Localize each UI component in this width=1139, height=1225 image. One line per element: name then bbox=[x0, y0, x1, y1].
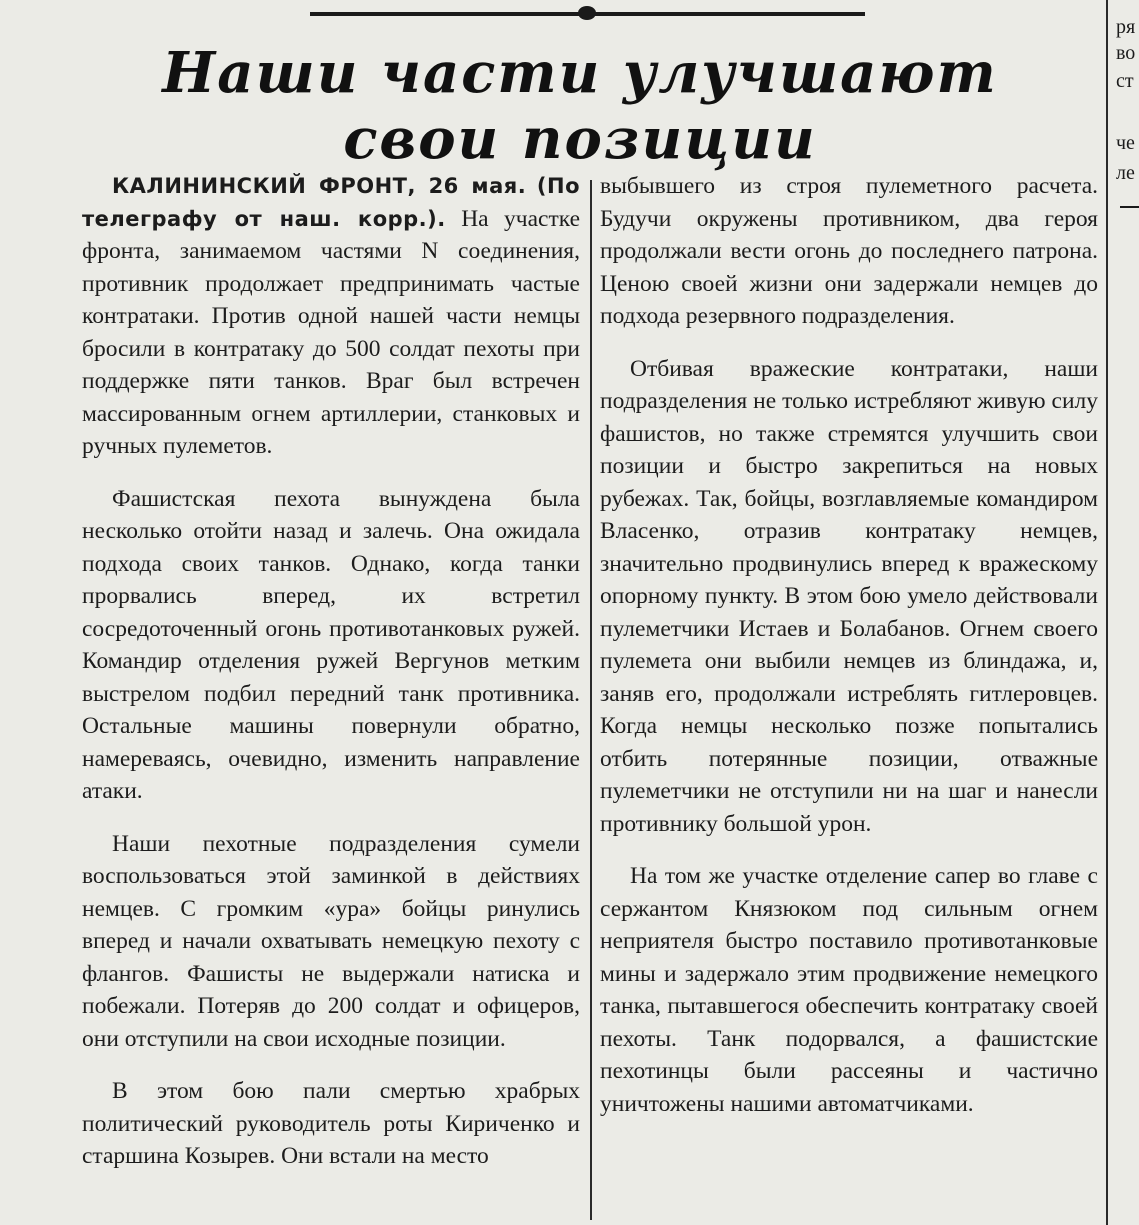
article-paragraph-3: Наши пехотные подразделения сумели воспользоваться этой заминкой в действиях немцев. С громким «ура» бойцы ринулись вперед и начали охватывать немецкую пехоту с флангов. Фашисты не выдержали натиска и побежали. Потеряв до 200 солдат и офицеров, они отступили на свои исходные позиции. bbox=[82, 830, 580, 1052]
article-paragraph-4: В этом бою пали смертью храбрых политический руководитель роты Кириченко и старшина Козырев. Они встали на место bbox=[82, 1078, 580, 1169]
article-source: (По телеграфу от наш. корр.). bbox=[82, 174, 580, 231]
adjacent-article-fragment: ря bbox=[1116, 16, 1136, 38]
article-paragraph-1-text: На участке фронта, занимаемом частями N соединения, противник продолжает предпринимать частые контратаки. Против одной нашей части немцы бросили в контратаку до 500 солдат пехоты при поддержке пяти танков. Враг был встречен массированным огнем артиллерии, станковых и ручных пулеметов. bbox=[82, 205, 580, 459]
adjacent-article-rule bbox=[1120, 206, 1139, 208]
adjacent-article-fragment: во bbox=[1116, 42, 1136, 64]
header-ornament-diamond bbox=[578, 6, 596, 20]
article-column-right bbox=[600, 170, 1098, 1140]
headline-line-2: свои позиции bbox=[343, 106, 817, 172]
article-paragraph-2: Фашистская пехота вынуждена была несколько отойти назад и залечь. Она ожидала подхода своих танков. Однако, когда танки прорвались вперед, их встретил сосредоточенный огонь противотанковых ружей. Командир отделения ружей Вергунов метким выстрелом подбил передний танк противника. Остальные машины повернули обратно, намереваясь, очевидно, изменить направление атаки. bbox=[82, 485, 580, 804]
article-paragraph-1 bbox=[82, 170, 580, 463]
column-divider bbox=[590, 180, 592, 1220]
article-column-left bbox=[82, 170, 580, 1193]
headline-line-1: Наши части улучшают bbox=[162, 40, 998, 106]
adjacent-article-fragment: ле bbox=[1116, 162, 1135, 184]
article-dateline: КАЛИНИНСКИЙ ФРОНТ, 26 мая. bbox=[112, 174, 527, 198]
article-paragraph-6: На том же участке отделение сапер во главе с сержантом Князюком под сильным огнем неприятеля быстро поставило противотанковые мины и задержало этим продвижение немецкого танка, пытавшегося обеспечить контратаку своей пехоты. Танк подорвался, а фашистские пехотинцы были рассеяны и частично уничтожены нашими автоматчиками. bbox=[600, 863, 1098, 1117]
right-column-rule bbox=[1106, 0, 1108, 1225]
article-paragraph-4-continued: выбывшего из строя пулеметного расчета. Будучи окружены противником, два героя продолжали вести огонь до последнего патрона. Ценою своей жизни они задержали немцев до подхода резервного подразделения. bbox=[600, 173, 1098, 329]
adjacent-article-fragment: че bbox=[1116, 132, 1135, 154]
article-headline bbox=[120, 40, 1040, 172]
article-paragraph-5: Отбивая вражеские контратаки, наши подразделения не только истребляют живую силу фашистов, но также стремятся улучшить свои позиции и быстро закрепиться на новых рубежах. Так, бойцы, возглавляемые командиром Власенко, отразив контратаку немцев, значительно продвинулись вперед к вражескому опорному пункту. В этом бою умело действовали пулеметчики Истаев и Болабанов. Огнем своего пулемета они выбили немцев из блиндажа, и, заняв его, продолжали истреблять гитлеровцев. Когда немцы несколько позже попытались отбить потерянные позиции, отважные пулеметчики не отступили ни на шаг и нанесли противнику большой урон. bbox=[600, 355, 1098, 837]
adjacent-article-fragment: ст bbox=[1116, 70, 1134, 92]
